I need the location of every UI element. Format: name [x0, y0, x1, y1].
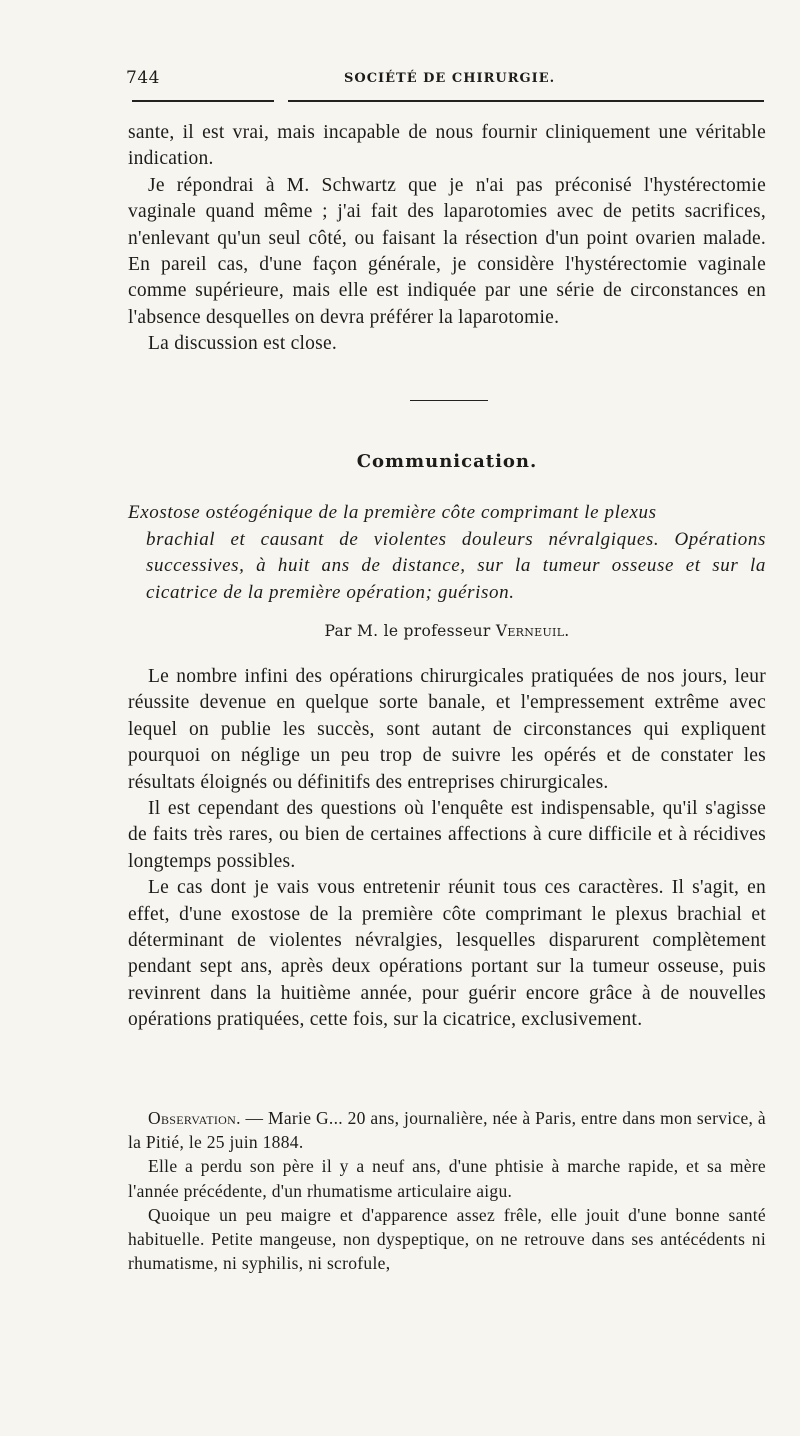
- intro-paragraph-1: sante, il est vrai, mais incapable de nous fournir cliniquement une véritable indication.: [128, 122, 766, 170]
- header-rule-short: [132, 100, 274, 102]
- intro-text: [128, 120, 766, 358]
- section-heading: Communication.: [356, 451, 538, 472]
- body-paragraph-3: Le cas dont je vais vous entretenir réunit tous ces caractères. Il s'agit, en effet, d'une exostose de la première côte comprimant le plexus brachial et déterminant de violentes névralgies, lesquelles disparurent complètement pendant sept ans, après deux opérations portant sur la tumeur osseuse, puis revinrent dans la huitième année, pour guérir encore grâce à de nouvelles opérations pratiquées, cette fois, sur la cicatrice, exclusivement.: [128, 877, 766, 1031]
- communication-title: [128, 500, 766, 606]
- observation-paragraph-2: Elle a perdu son père il y a neuf ans, d'une phtisie à marche rapide, et sa mère l'année précédente, d'un rhumatisme articulaire aigu.: [128, 1156, 766, 1201]
- section-separator: [410, 400, 488, 401]
- header-rule-long: [288, 100, 764, 102]
- byline-author: Verneuil.: [495, 622, 570, 640]
- intro-paragraph-2: Je répondrai à M. Schwartz que je n'ai pas préconisé l'hystérectomie vaginale quand même ; j'ai fait des laparotomies avec de petits sacrifices, n'enlevant qu'un seul côté, ou faisant la résection d'un point ovarien malade. En pareil cas, d'une façon générale, je considère l'hystérectomie vaginale comme supérieure, mais elle est indiquée par une série de circonstances en l'absence desquelles on devra préférer la laparotomie.: [128, 174, 766, 328]
- observation-paragraph-1: [128, 1106, 766, 1154]
- observation-paragraph-1-text: — Marie G... 20 ans, journalière, née à Paris, entre dans mon service, à la Pitié, le 25 juin 1884.: [128, 1108, 766, 1153]
- intro-paragraph-3: La discussion est close.: [148, 333, 338, 355]
- byline-prefix: Par M. le professeur: [324, 622, 491, 640]
- observation-text: [128, 1106, 766, 1275]
- communication-title-rest: brachial et causant de violentes douleurs névralgiques. Opérations successives, à huit ans de distance, sur la tumeur osseuse et sur la cicatrice de la première opération; guérison.: [146, 528, 766, 603]
- communication-title-line-1: Exostose ostéogénique de la première côte comprimant le plexus: [128, 502, 657, 523]
- body-paragraph-2: Il est cependant des questions où l'enquête est indispensable, qu'il s'agisse de faits très rares, ou bien de certaines affections à cure difficile et à récidives longtemps possibles.: [128, 798, 766, 872]
- page-header: [126, 68, 766, 92]
- page-number: 744: [126, 68, 160, 88]
- body-paragraph-1: Le nombre infini des opérations chirurgicales pratiquées de nos jours, leur réussite devenue en quelque sorte banale, et l'empressement extrême avec lequel on publie les succès, sont autant de circonstances qui expliquent pourquoi on néglige un peu trop de suivre les opérés et de constater les résultats éloignés ou définitifs des entreprises chirurgicales.: [128, 666, 766, 793]
- observation-paragraph-3: Quoique un peu maigre et d'apparence assez frêle, elle jouit d'une bonne santé habituelle. Petite mangeuse, non dyspeptique, on ne retrouve dans ses antécédents ni rhumatisme, ni syphilis, ni scrofule,: [128, 1204, 766, 1274]
- byline: [128, 622, 766, 640]
- running-title: SOCIÉTÉ DE CHIRURGIE.: [344, 71, 556, 86]
- main-text: [128, 664, 766, 1034]
- observation-label: Observation.: [148, 1108, 241, 1128]
